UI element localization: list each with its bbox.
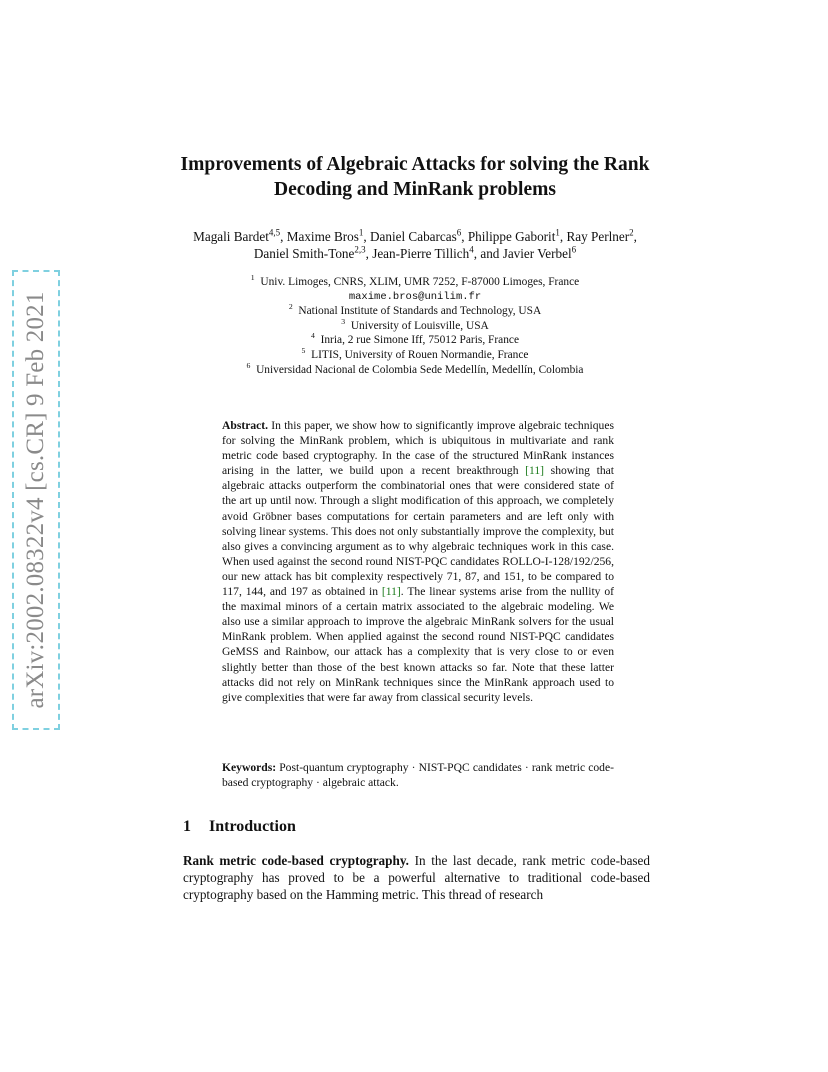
arxiv-identifier: arXiv:2002.08322v4 [cs.CR] 9 Feb 2021 [22, 291, 49, 709]
author-separator: , [280, 229, 287, 244]
author-affiliation-marker: 4,5 [268, 227, 281, 238]
author-separator: , [363, 229, 370, 244]
abstract-text: . The linear systems arise from the nullity of the maximal minors of a certain matrix associated to the algebraic modeling. We also use a similar approach to improve the algebraic MinRank solvers for the usual MinRank problem. When applied against the second round NIST-PQC candidates GeMSS and Rainbow, our attack has a complexity that is very close to or even slightly better than those of the best known attacks so far. Note that these latter attacks did not rely on MinRank techniques since the MinRank approach used to give complexities that were far away from classical security levels. [222, 585, 614, 704]
author-name: Daniel Cabarcas [369, 229, 457, 244]
author-separator: , [461, 229, 468, 244]
author-separator: , [559, 229, 567, 244]
affiliation [150, 316, 680, 334]
affiliation-number: 2 [288, 302, 293, 312]
affiliation-text: National Institute of Standards and Technology, USA [298, 305, 542, 318]
affiliation-text: Universidad Nacional de Colombia Sede Medellín, Medellín, Colombia [256, 363, 584, 376]
affiliation-text: Inria, 2 rue Simone Iff, 75012 Paris, France [320, 334, 520, 347]
author-separator: , and [473, 246, 503, 261]
author-affiliation-marker: 6 [571, 244, 577, 255]
author-affiliation-marker: 2,3 [354, 244, 366, 255]
paper-title: Improvements of Algebraic Attacks for solving the Rank Decoding and MinRank problems [180, 154, 650, 200]
abstract-text: In this paper, we show how to significantly improve algebraic techniques for solving the MinRank problem, which is ubiquitous in multivariate and rank metric code based cryptography. In the case of the structured MinRank instances arising in the latter, we build upon a recent breakthrough [222, 419, 614, 478]
contact-email[interactable]: maxime.bros@unilim.fr [348, 290, 482, 303]
intro-paragraph [183, 852, 650, 903]
author-affiliation-marker: 1 [358, 227, 364, 238]
affiliation-number: 4 [310, 331, 315, 341]
affiliation [150, 304, 680, 319]
author-name: Magali Bardet [193, 229, 269, 244]
author-name: Maxime Bros [286, 229, 359, 244]
affiliation [150, 348, 680, 363]
author-separator: , [633, 229, 637, 244]
affiliation-number: 1 [250, 273, 255, 283]
abstract-text: showing that algebraic attacks outperform the combinatorial ones that were considered state of the art up until now. Through a slight modification of this approach, we completely avoid Gröbner bases computations for certain parameters and are left only with solving linear systems. This does not only substantially improve the complexity, but also gives a convincing argument as to why algebraic techniques work in this case. When used against the second round NIST-PQC candidates ROLLO-I-128/192/256, our new attack has bit complexity respectively 71, 87, and 151, to be compared to 117, 144, and 197 as obtained in [222, 464, 614, 599]
affiliation-text: LITIS, University of Rouen Normandie, France [311, 348, 529, 361]
affiliation-text: Univ. Limoges, CNRS, XLIM, UMR 7252, F-87000 Limoges, France [260, 276, 580, 288]
author-separator: , [365, 246, 373, 261]
section-number: 1 [183, 818, 191, 835]
citation-link[interactable]: [11] [525, 464, 545, 478]
author-affiliation-marker: 2 [629, 227, 634, 238]
author-affiliation-marker: 4 [469, 244, 474, 255]
author-affiliation-marker: 6 [456, 227, 462, 238]
affiliation [150, 360, 680, 378]
intro-lead: Rank metric code-based cryptography. [183, 853, 409, 868]
author-affiliation-marker: 1 [555, 227, 560, 238]
author-name: Jean-Pierre Tillich [372, 246, 470, 261]
citation-link[interactable]: [11] [381, 585, 401, 599]
keywords-text: Post-quantum cryptography · NIST-PQC candidates · rank metric code-based cryptography · algebraic attack. [222, 761, 614, 790]
author-name: Javier Verbel [502, 246, 572, 261]
affiliation-text: University of Louisville, USA [350, 319, 489, 332]
section-heading [183, 818, 296, 836]
affiliation [150, 333, 680, 348]
author-list [175, 228, 655, 262]
arxiv-identifier-stamp [12, 270, 60, 730]
author-name: Ray Perlner [566, 229, 630, 244]
abstract-label: Abstract. [222, 419, 269, 432]
abstract [222, 418, 614, 705]
affiliation [150, 275, 680, 290]
author-name: Philippe Gaborit [467, 229, 556, 244]
intro-text: In the last decade, rank metric code-based cryptography has proved to be a powerful alternative to traditional code-based cryptography based on the Hamming metric. This thread of research [183, 853, 651, 902]
affiliation-list [150, 275, 680, 377]
affiliation-number: 3 [341, 316, 346, 326]
section-title: Introduction [209, 818, 296, 835]
keywords-label: Keywords: [222, 761, 277, 774]
keywords [222, 760, 614, 790]
author-name: Daniel Smith-Tone [253, 246, 355, 261]
affiliation-number: 5 [301, 346, 306, 356]
affiliation-number: 6 [246, 360, 251, 370]
